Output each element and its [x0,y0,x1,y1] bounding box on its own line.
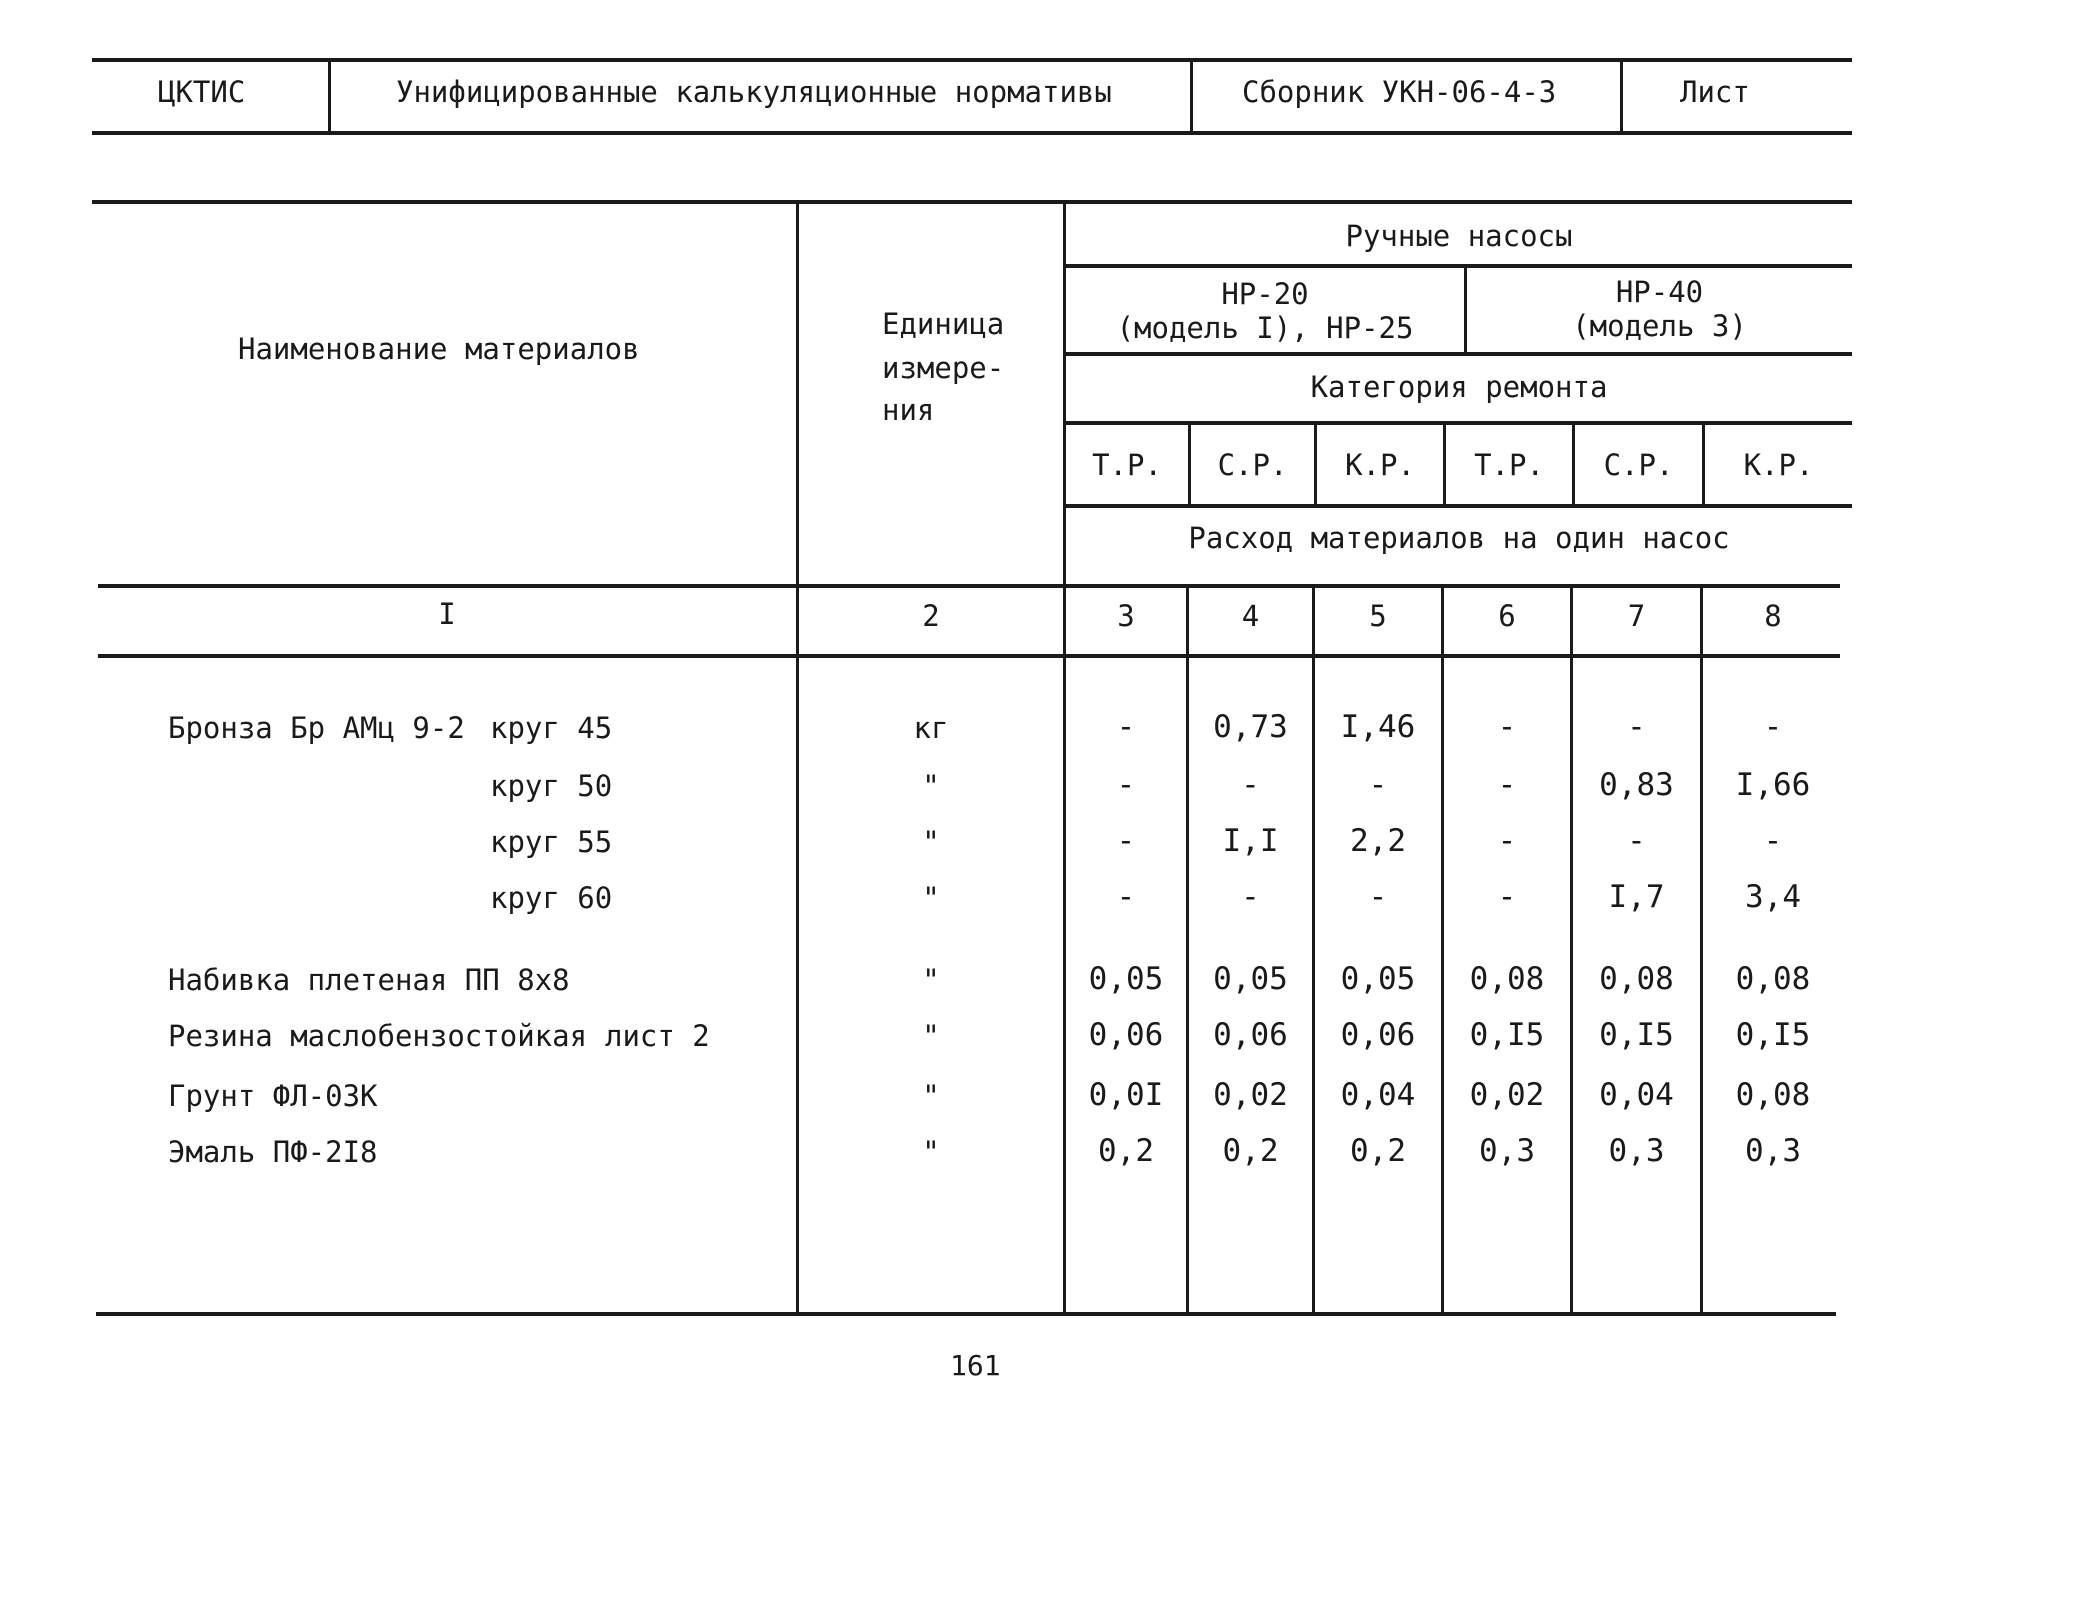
value-cell: 0,3 [1745,1133,1801,1169]
value-cell: - [1497,767,1517,803]
unit-cell: " [922,1019,940,1053]
value-cell: 2,2 [1350,823,1406,859]
unit-heading-line2: измере- [882,351,1005,385]
value-cell: - [1116,709,1136,745]
col-name-heading: Наименование материалов [238,332,640,366]
header-org: ЦКТИС [158,75,246,109]
col-number: 3 [1117,599,1135,633]
subgroup-rule [1065,352,1852,356]
value-cell: - [1116,823,1136,859]
value-cell: 0,2 [1222,1133,1279,1169]
material-spec: лист 2 [605,1019,710,1053]
subgroup-2-line1: НР-40 [1615,275,1704,309]
subgroup-1-line2: (модель I), НР-25 [1116,311,1414,345]
value-cell: 0,02 [1213,1077,1288,1113]
value-cell: I,46 [1340,709,1416,745]
value-cell: 0,05 [1213,961,1288,997]
group-title: Ручные насосы [1345,219,1573,253]
material-spec: круг 60 [490,881,613,915]
value-cell: - [1368,879,1388,915]
value-cell: 0,2 [1098,1133,1154,1169]
unit-cell: " [922,825,940,859]
header-divider [1620,58,1623,134]
col-number: I [438,597,456,631]
value-cell: I,66 [1735,767,1811,803]
value-cell: 0,04 [1340,1077,1416,1113]
value-cell: 0,08 [1599,961,1674,997]
value-cell: - [1116,767,1136,803]
col-number: 8 [1764,599,1782,633]
value-cell: 0,2 [1350,1133,1406,1169]
col-divider [1186,586,1189,1314]
col-number: 4 [1241,599,1260,633]
value-cell: 0,06 [1088,1017,1164,1053]
col-numbers-rule [98,654,1840,658]
value-cell: 0,83 [1599,767,1674,803]
value-cell: - [1241,767,1260,803]
repair-type-cell: К.Р. [1345,448,1415,482]
repair-type-cell: Т.Р. [1092,448,1162,482]
value-cell: 0,3 [1608,1133,1665,1169]
header-bottom-rule [92,131,1852,135]
col-number: 2 [922,599,940,633]
unit-cell: " [922,1135,940,1169]
value-cell: I,I [1222,823,1279,859]
value-cell: 0,04 [1599,1077,1674,1113]
subgroup-2-line2: (модель 3) [1572,309,1747,343]
repair-type-rule [1065,504,1852,508]
value-cell: - [1368,767,1388,803]
col-number: 7 [1627,599,1646,633]
material-name: Набивка плетеная ПП 8х8 [168,963,570,997]
unit-cell: " [922,1079,940,1113]
consumption-heading: Расход материалов на один насос [1188,521,1730,555]
material-name: Резина маслобензостойкая [168,1019,588,1053]
repair-type-cell: Т.Р. [1474,448,1544,482]
value-cell: 0,I5 [1735,1017,1811,1053]
material-name: Грунт ФЛ-03К [168,1079,378,1113]
group-rule [1065,264,1852,268]
value-cell: - [1497,709,1517,745]
value-cell: I,7 [1608,879,1665,915]
value-cell: 0,0I [1088,1077,1164,1113]
col-divider [1441,586,1444,1314]
unit-cell: кг [913,711,949,745]
col-number: 5 [1369,599,1387,633]
category-rule [1065,421,1852,425]
unit-cell: " [922,881,940,915]
head-bottom-rule [98,584,1840,588]
table-top-rule [92,200,1852,204]
header-sheet: Лист [1680,75,1750,109]
material-name: Эмаль ПФ-2I8 [168,1135,378,1169]
header-divider [328,58,331,134]
col-number: 6 [1498,599,1516,633]
value-cell: 0,06 [1340,1017,1416,1053]
repair-type-cell: С.Р. [1217,448,1288,482]
value-cell: 0,05 [1340,961,1416,997]
material-spec: круг 55 [490,825,613,859]
value-cell: 0,08 [1735,961,1811,997]
page-number: 161 [950,1349,1001,1382]
value-cell: - [1763,823,1783,859]
value-cell: 0,3 [1479,1133,1535,1169]
value-cell: 0,08 [1735,1077,1811,1113]
value-cell: - [1116,879,1136,915]
repair-type-cell: С.Р. [1603,448,1674,482]
value-cell: 0,05 [1088,961,1164,997]
value-cell: 0,I5 [1469,1017,1545,1053]
unit-cell: " [922,769,940,803]
repair-type-cell: К.Р. [1743,448,1814,482]
header-collection: Сборник УКН-06-4-3 [1242,75,1557,109]
value-cell: - [1497,879,1517,915]
subgroup-1-line1: НР-20 [1221,277,1309,311]
unit-cell: " [922,963,940,997]
material-spec: круг 45 [490,711,613,745]
unit-heading-line3: ния [882,393,935,427]
header-divider [1190,58,1193,134]
category-heading: Категория ремонта [1310,370,1608,404]
value-cell: - [1627,709,1646,745]
unit-heading-line1: Единица [882,307,1005,341]
material-name: Бронза Бр АМц 9-2 [168,711,465,745]
value-cell: 3,4 [1745,879,1801,915]
value-cell: 0,73 [1213,709,1288,745]
value-cell: - [1497,823,1517,859]
col-divider [1570,586,1573,1314]
value-cell: 0,06 [1213,1017,1288,1053]
col-divider [1312,586,1315,1314]
value-cell: - [1241,879,1260,915]
col-divider [1700,586,1703,1314]
header-top-rule [92,58,1852,62]
table-bottom-rule [96,1312,1836,1316]
value-cell: - [1627,823,1646,859]
value-cell: 0,08 [1469,961,1545,997]
value-cell: 0,I5 [1599,1017,1674,1053]
value-cell: 0,02 [1469,1077,1545,1113]
header-title: Унифицированные калькуляционные нормативы [396,75,1112,109]
material-spec: круг 50 [490,769,613,803]
value-cell: - [1763,709,1783,745]
